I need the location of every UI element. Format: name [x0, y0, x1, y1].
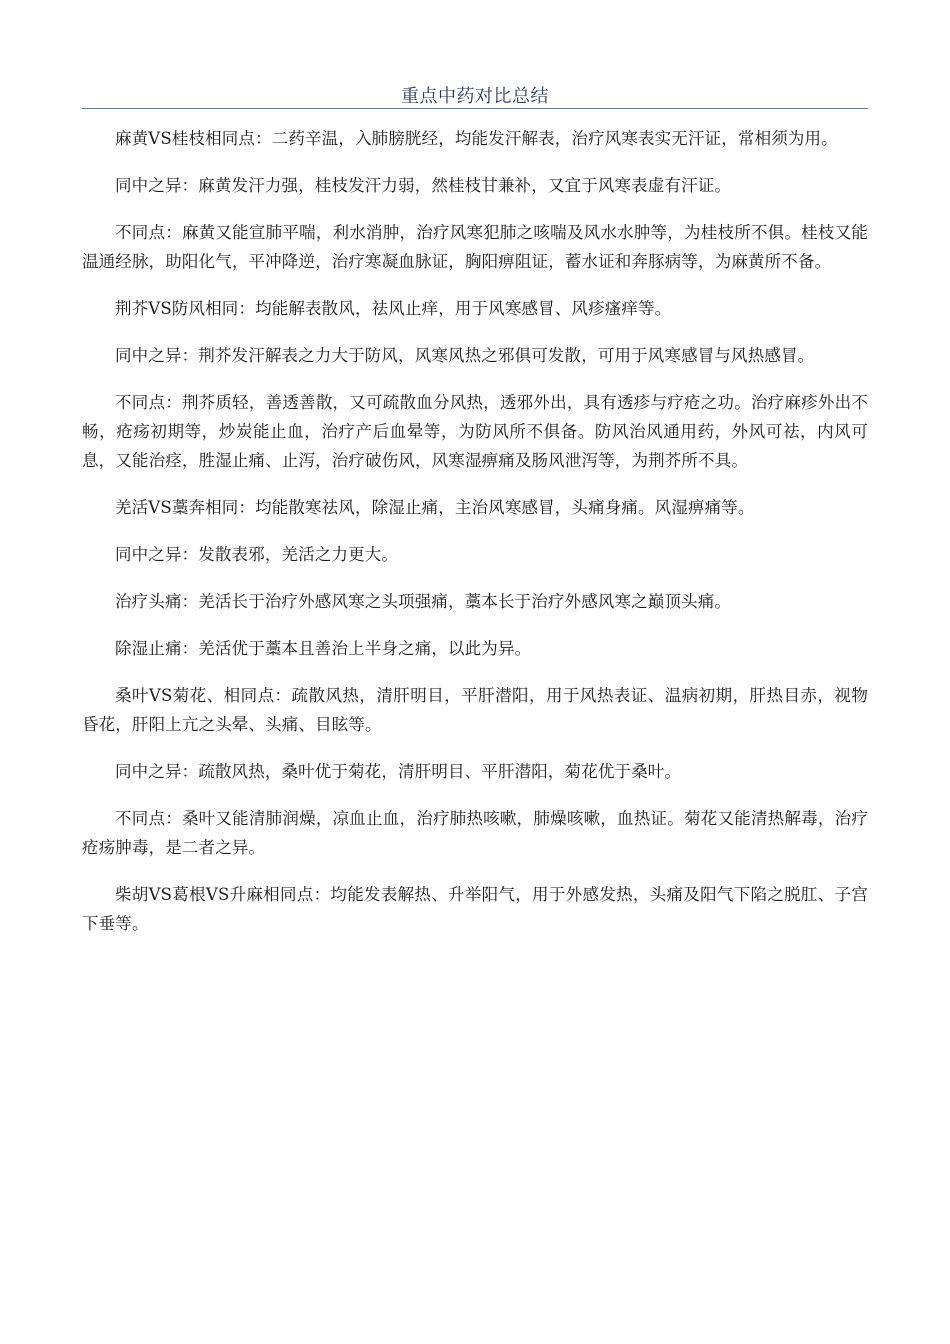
- paragraph-jingjie-fangfeng-common: 荆芥VS防风相同：均能解表散风，祛风止痒，用于风寒感冒、风疹瘙痒等。: [115, 299, 672, 318]
- paragraph-mahuang-guizhi-differences: 不同点：麻黄又能宣肺平喘，利水消肿，治疗风寒犯肺之咳喘及风水水肿等，为桂枝所不俱。桂枝又能温通经脉，助阳化气，平冲降逆，治疗寒凝血脉证，胸阳痹阻证，蓄水证和奔豚病等，为麻黄所不备。: [82, 223, 868, 271]
- paragraph-qianghuo-gaoben-common: 羌活VS藁奔相同：均能散寒祛风，除湿止痛，主治风寒感冒，头痛身痛。风湿痹痛等。: [115, 498, 755, 517]
- paragraph-mahuang-guizhi-common: 麻黄VS桂枝相同点：二药辛温，入肺膀胱经，均能发汗解表，治疗风寒表实无汗证，常相须为用。: [115, 129, 838, 148]
- paragraph-jingjie-fangfeng-diff-in-common: 同中之异：荆芥发汗解表之力大于防风，风寒风热之邪俱可发散，可用于风寒感冒与风热感冒。: [115, 346, 815, 365]
- paragraph-chaihu-gegen-shengma-common: 柴胡VS葛根VS升麻相同点：均能发表解热、升举阳气，用于外感发热，头痛及阳气下陷之脱肛、子宫下垂等。: [82, 885, 868, 933]
- paragraph-jingjie-fangfeng-differences: 不同点：荆芥质轻，善透善散，又可疏散血分风热，透邪外出，具有透疹与疗疮之功。治疗麻疹外出不畅，疮疡初期等，炒炭能止血，治疗产后血晕等，为防风所不俱备。防风治风通用药，外风可祛，内风可息，又能治痉，胜湿止痛、止泻，治疗破伤风，风寒湿痹痛及肠风泄泻等，为荆芥所不具。: [82, 393, 868, 470]
- paragraph-mahuang-guizhi-diff-in-common: 同中之异：麻黄发汗力强，桂枝发汗力弱，然桂枝甘兼补，又宜于风寒表虚有汗证。: [115, 176, 732, 195]
- paragraph-sangye-juhua-diff-in-common: 同中之异：疏散风热，桑叶优于菊花，清肝明目、平肝潜阳，菊花优于桑叶。: [115, 762, 682, 781]
- paragraph-sangye-juhua-differences: 不同点：桑叶又能清肺润燥，凉血止血，治疗肺热咳嗽，肺燥咳嗽，血热证。菊花又能清热解毒，治疗疮疡肿毒，是二者之异。: [82, 809, 868, 857]
- paragraph-sangye-juhua-common: 桑叶VS菊花、相同点：疏散风热，清肝明目，平肝潜阳，用于风热表证、温病初期，肝热目赤，视物昏花，肝阳上亢之头晕、头痛、目眩等。: [82, 686, 868, 734]
- page-header: [82, 80, 868, 109]
- paragraph-qianghuo-gaoben-diff-in-common: 同中之异：发散表邪，羌活之力更大。: [115, 545, 399, 564]
- paragraph-dampness-pain: 除湿止痛：羌活优于藁本且善治上半身之痛，以此为异。: [115, 639, 532, 658]
- document-body: [82, 124, 868, 956]
- page-title: 重点中药对比总结: [401, 86, 549, 107]
- paragraph-headache-treatment: 治疗头痛：羌活长于治疗外感风寒之头项强痛，藁本长于治疗外感风寒之巅顶头痛。: [115, 592, 732, 611]
